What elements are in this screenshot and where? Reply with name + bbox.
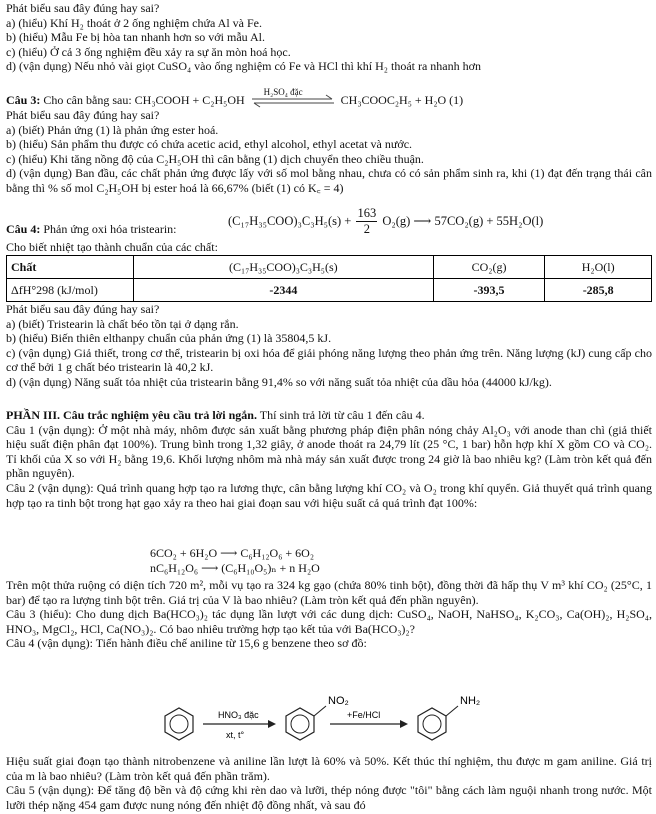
catalyst-label: H₂SO₄ đặc bbox=[263, 87, 303, 98]
equation-left: (C₁₇H₃₅COO)₃C₃H₅(s) + bbox=[228, 213, 352, 228]
part-3-question-3: Câu 3 (hiểu): Cho dung dịch Ba(HCO₃)₂ tác dụng lần lượt với các dung dịch: CuSO₄, NaOH, NaHSO₄, K₂CO₃, Ca(OH)₂, H₂SO₄, HNO₃, MgCl₂, HCl, Ca(NO₃)₂. Có bao nhiêu trường hợp tạo kết tủa với Ba(HCO₃)₂? bbox=[6, 607, 652, 636]
statement-intro: Phát biểu sau đây đúng hay sai? bbox=[6, 1, 160, 15]
fraction bbox=[356, 206, 377, 236]
prev-question-statements bbox=[6, 1, 652, 74]
nitro-group-label: NO₂ bbox=[328, 695, 349, 707]
statement-a: a) (biết) Tristearin là chất béo tồn tại ở dạng rắn. bbox=[6, 316, 239, 331]
part-3-question-1: Câu 1 (vận dụng): Ở một nhà máy, nhôm được sản xuất bằng phương pháp điện phân nóng chảy Al₂O₃ với anode than chì (giả thiết hiệu suất điện phân đạt 100%). Trung bình trong 1,32 giây, ở anode thoát ra 24,79 lít (25 °C, 1 bar) hỗn hợp khí X gồm CO và CO₂. Tỉ khối của X so với H₂ bằng 19,6. Khối lượng nhôm mà nhà máy sản xuất được trong 24 giờ là bao nhiêu kg? (Làm tròn kết quả đến phần nguyên). bbox=[6, 422, 652, 481]
table-header-cell: CO₂(g) bbox=[433, 256, 545, 279]
amine-group-label: NH₂ bbox=[460, 695, 481, 707]
photosynthesis-equation-1: 6CO₂ + 6H₂O ⟶ C₆H₁₂O₆ + 6O₂ bbox=[150, 546, 315, 560]
table-header-row bbox=[7, 256, 652, 279]
statement-b: b) (hiểu) Biến thiên elthanpy chuẩn của phản ứng (1) là 35804,5 kJ. bbox=[6, 331, 332, 346]
table-header-cell: Chất bbox=[7, 256, 134, 279]
table-header-cell: (C₁₇H₃₅COO)₃C₃H₅(s) bbox=[134, 256, 434, 279]
table-intro: Cho biết nhiệt tạo thành chuẩn của các chất: bbox=[6, 240, 218, 254]
reagent-2: +Fe/HCl bbox=[347, 710, 381, 720]
equation-right: O₂(g) ⟶ 57CO₂(g) + 55H₂O(l) bbox=[382, 213, 544, 228]
statement-d: d) (vận dụng) Nếu nhỏ vài giọt CuSO₄ vào ống nghiệm có Fe và HCl thì khí H₂ thoát ra nhanh hơn bbox=[6, 59, 481, 74]
photosynthesis-equation-2: nC₆H₁₂O₆ ⟶ (C₆H₁₀O₅)ₙ + n H₂O bbox=[150, 560, 320, 575]
question-3-line bbox=[6, 87, 652, 108]
question-3-products: CH₃COOC₂H₅ + H₂O (1) bbox=[340, 93, 464, 107]
table-cell: -285,8 bbox=[545, 279, 652, 302]
tristearin-equation bbox=[228, 206, 543, 236]
part-3-question-4-intro: Câu 4 (vận dụng): Tiến hành điều chế aniline từ 15,6 g benzene theo sơ đồ: bbox=[6, 636, 367, 651]
statement-intro: Phát biểu sau đây đúng hay sai? bbox=[6, 108, 160, 122]
table-row bbox=[7, 279, 652, 302]
statement-c: c) (hiểu) Khi tăng nồng độ của C₂H₅OH thì cân bằng (1) dịch chuyển theo chiều thuận. bbox=[6, 151, 424, 166]
aniline-ring-icon bbox=[418, 695, 480, 740]
reaction-arrow-2 bbox=[330, 710, 408, 728]
statement-b: b) (hiểu) Sản phẩm thu được có chứa acetic acid, ethyl alcohol, ethyl acetat và nước. bbox=[6, 137, 413, 152]
enthalpy-table bbox=[6, 255, 652, 302]
reagent-1-bottom: xt, t° bbox=[226, 730, 245, 740]
part-3-title: PHẦN III. Câu trắc nghiệm yêu cầu trả lời ngắn. bbox=[6, 408, 257, 422]
part-3-instruction: Thí sinh trả lời từ câu 1 đến câu 4. bbox=[259, 408, 425, 422]
question-4-statements bbox=[6, 302, 652, 390]
question-4-text: Phản ứng oxi hóa tristearin: bbox=[43, 222, 177, 236]
part-3-heading bbox=[6, 408, 652, 423]
double-arrow-icon bbox=[248, 94, 338, 108]
statement-b: b) (hiểu) Mẫu Fe bị hòa tan nhanh hơn so với mẫu Al. bbox=[6, 30, 265, 45]
part-3-question-2-body: Trên một thửa ruộng có diện tích 720 m², mỗi vụ tạo ra 324 kg gạo (chứa 80% tinh bột), đồng thời đã hấp thụ V m³ khí CO₂ (25°C, 1 bar) để tạo ra lượng tinh bột trên. Giá trị của V là bao nhiêu? (Làm tròn kết quả đến phần nguyên). bbox=[6, 578, 652, 607]
statement-d: d) (vận dụng) Ban đầu, các chất phản ứng được lấy với số mol bằng nhau, chưa có có sản phẩm sinh ra, khi (1) đạt đến trạng thái cân bằng thì % số mol C₂H₅OH bị ester hoá là 66,67% (biết (1) có K꜀ = 4) bbox=[6, 166, 652, 195]
question-3-statements bbox=[6, 108, 652, 196]
benzene-ring-icon bbox=[165, 708, 193, 740]
part-3-question-5: Câu 5 (vận dụng): Để tăng độ bền và độ cứng khi rèn dao và lưỡi, thép nóng được "tôi" bằng cách làm nguội nhanh trong nước. Một lưỡi thép nặng 454 gam được nung nóng đến nhiệt độ đồng nhất, và sau đó bbox=[6, 783, 652, 812]
table-header-cell: H₂O(l) bbox=[545, 256, 652, 279]
row-label: ΔfH°298 (kJ/mol) bbox=[7, 279, 134, 302]
statement-intro: Phát biểu sau đây đúng hay sai? bbox=[6, 302, 160, 316]
fraction-denominator: 2 bbox=[363, 221, 370, 236]
statement-a: a) (hiểu) Khí H₂ thoát ở 2 ống nghiệm chứa Al và Fe. bbox=[6, 15, 262, 30]
reaction-arrow-1 bbox=[203, 710, 276, 740]
question-3-label: Câu 3: bbox=[6, 93, 41, 107]
statement-d: d) (vận dụng) Năng suất tỏa nhiệt của tristearin bằng 91,4% so với năng suất tỏa nhiệt của dầu hỏa (44000 kJ/kg). bbox=[6, 374, 552, 389]
statement-c: c) (vận dụng) Giả thiết, trong cơ thể, tristearin bị oxi hóa để giải phóng năng lượng theo phản ứng trên. Năng lượng (kJ) cung cấp cho cơ thể bởi 1 g chất béo tristearin là 40,2 kJ. bbox=[6, 345, 652, 375]
statement-a: a) (biết) Phản ứng (1) là phản ứng ester hoá. bbox=[6, 122, 219, 137]
nitrobenzene-ring-icon bbox=[286, 695, 349, 740]
table-cell: -2344 bbox=[134, 279, 434, 302]
photosynthesis-equations bbox=[150, 546, 320, 575]
part-3-question-4-body: Hiệu suất giai đoạn tạo thành nitrobenzene và aniline lần lượt là 60% và 50%. Kết thúc thí nghiệm, thu được m gam aniline. Giá trị của m là bao nhiêu? (Làm tròn kết quả đến phần trăm). bbox=[6, 754, 652, 783]
statement-c: c) (hiểu) Ở cả 3 ống nghiệm đều xảy ra sự ăn mòn hoá học. bbox=[6, 44, 291, 59]
table-cell: -393,5 bbox=[433, 279, 545, 302]
aniline-synthesis-scheme bbox=[0, 684, 656, 754]
part-3-question-2-intro: Câu 2 (vận dụng): Quá trình quang hợp tạo ra lương thực, cân bằng lượng khí CO₂ và O₂ trong khí quyển. Giả thuyết quá trình quang hợp tạo ra tinh bột trong hạt gạo xảy ra theo hai giai đoạn sau với hiệu suất cả quá trình đạt 100%: bbox=[6, 480, 652, 510]
question-4-label: Câu 4: bbox=[6, 222, 41, 236]
equilibrium-arrow bbox=[248, 87, 338, 108]
question-3-text: Cho cân bằng sau: CH₃COOH + C₂H₅OH bbox=[43, 93, 245, 107]
fraction-numerator: 163 bbox=[357, 206, 377, 220]
reagent-1-top: HNO₃ đặc bbox=[218, 710, 259, 720]
part-3-tail bbox=[6, 754, 652, 812]
part-3 bbox=[6, 408, 652, 510]
part-3-continued bbox=[6, 578, 652, 651]
